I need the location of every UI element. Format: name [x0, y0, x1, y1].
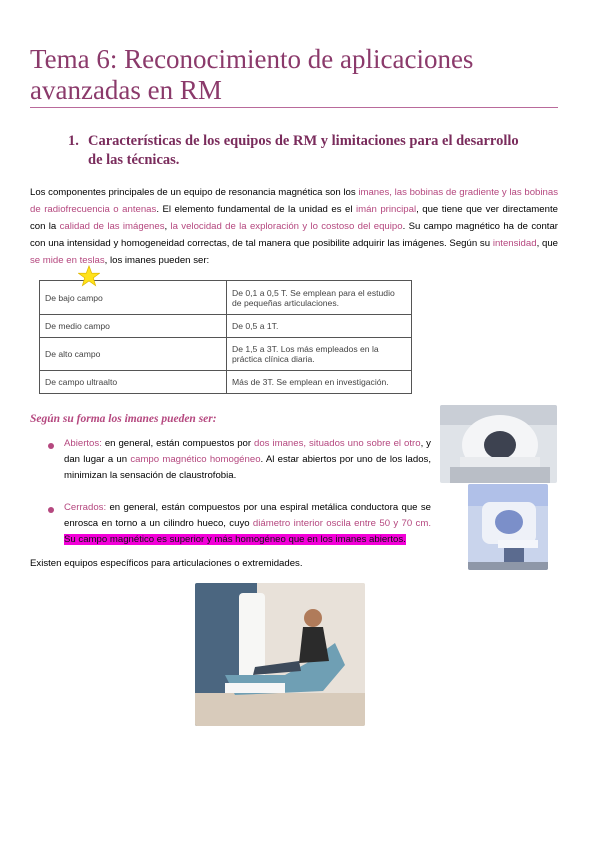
- bullet-icon: [48, 507, 54, 513]
- section-heading-line2: de las técnicas.: [88, 152, 180, 168]
- section-heading: [68, 132, 558, 170]
- highlighted-sentence: Su campo magnético es superior y más homogéneo que en los imanes abiertos.: [64, 534, 406, 545]
- highlight-text: imanes, las bobinas de gradiente y las bobinas de radiofrecuencia o antenas: [30, 187, 558, 215]
- table-cell: De medio campo: [40, 315, 227, 338]
- table-row: [40, 338, 412, 371]
- closed-mri-image: [468, 484, 548, 570]
- highlight-text: imán principal: [356, 204, 417, 215]
- title-divider: [30, 107, 558, 108]
- table-row: [40, 315, 412, 338]
- section-heading-line1: Características de los equipos de RM y limitaciones para el desarrollo: [88, 133, 519, 149]
- field-strength-table: [39, 280, 412, 394]
- extremity-mri-image: [195, 583, 365, 726]
- highlight-text: se mide en teslas: [30, 255, 105, 266]
- table-cell: De 0,5 a 1T.: [227, 315, 412, 338]
- bullet-closed-magnets: Cerrados: en general, están compuestos por una espiral metálica conductora que se enrosca en torno a un cilindro hueco, cuyo diámetro interior oscila entre 50 y 70 cm. Su campo magnético es superior y más homogéneo que en los imanes abiertos.: [64, 502, 431, 545]
- section-number: 1.: [68, 133, 79, 149]
- table-cell: De 1,5 a 3T. Los más empleados en la práctica clínica diaria.: [227, 338, 412, 371]
- highlight-text: intensidad: [492, 238, 537, 249]
- intro-paragraph: Los componentes principales de un equipo de resonancia magnética son los imanes, las bobinas de gradiente y las bobinas de radiofrecuencia o antenas. El elemento fundamental de la unidad es el imán principal, que tiene que ver directamente con la calidad de las imágenes, la velocidad de la exploración y lo costoso del equipo. Su campo magnético ha de contar con una intensidad y homogeneidad correctas, de tal manera que posibilite adquirir las imágenes. Según su intensidad, que se mide en teslas, los imanes pueden ser:: [30, 187, 558, 266]
- highlight-text: calidad de las imágenes: [59, 221, 165, 232]
- table-cell: Más de 3T. Se emplean en investigación.: [227, 371, 412, 394]
- subheading-shape: Según su forma los imanes pueden ser:: [30, 413, 217, 425]
- table-cell: De 0,1 a 0,5 T. Se emplean para el estudio de pequeñas articulaciones.: [227, 281, 412, 315]
- bullet-open-magnets: Abiertos: en general, están compuestos por dos imanes, situados uno sobre el otro, y dan lugar a un campo magnético homogéneo. Al estar abiertos por uno de los lados, minimizan la sensación de claustrofobia.: [64, 438, 431, 481]
- table-cell: De alto campo: [40, 338, 227, 371]
- table-cell: De bajo campo: [40, 281, 227, 315]
- page-title: Tema 6: Reconocimiento de aplicaciones avanzadas en RM: [30, 44, 474, 105]
- extremities-note: Existen equipos específicos para articulaciones o extremidades.: [30, 558, 303, 569]
- bullet-icon: [48, 443, 54, 449]
- star-icon: [78, 265, 100, 287]
- open-mri-image: [440, 405, 557, 483]
- table-row: [40, 371, 412, 394]
- highlight-text: la velocidad de la exploración y lo costoso del equipo: [170, 221, 403, 232]
- table-cell: De campo ultraalto: [40, 371, 227, 394]
